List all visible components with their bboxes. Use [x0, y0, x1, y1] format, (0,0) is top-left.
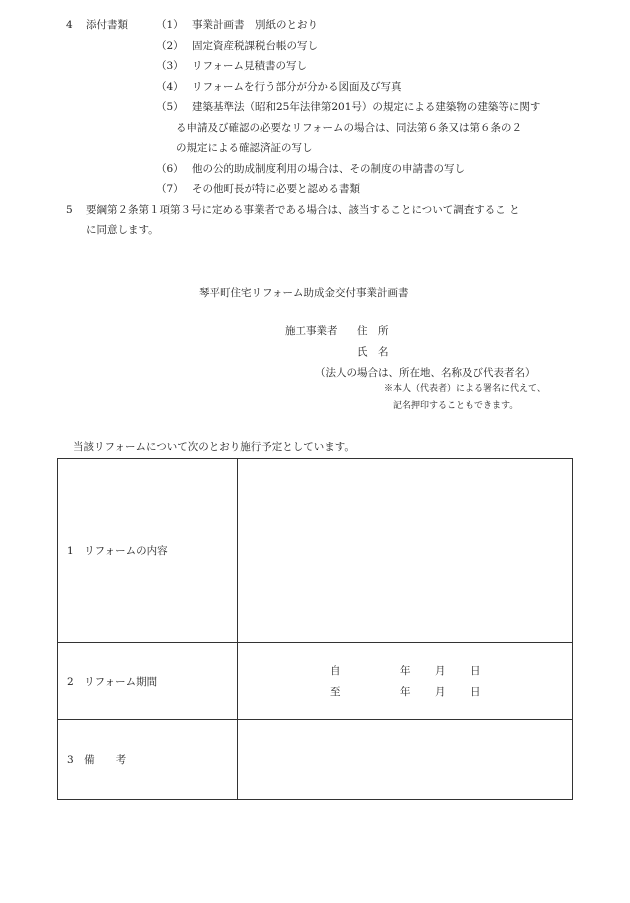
attachment-marker-3: （3） — [156, 60, 184, 72]
address-label: 住 所 — [357, 325, 389, 337]
period-from-label: 自 — [330, 665, 341, 677]
period-to-year: 年 — [400, 686, 411, 698]
attachment-item-6: 他の公的助成制度利用の場合は、その制度の申請書の写し — [192, 163, 465, 175]
row-remarks-value-cell[interactable] — [238, 720, 573, 800]
attachment-marker-7: （7） — [156, 183, 184, 195]
row-remarks-label: 3 備 考 — [67, 754, 127, 766]
period-from-day: 日 — [470, 665, 481, 677]
section-4-heading: 添付書類 — [86, 19, 128, 31]
plan-intro: 当該リフォームについて次のとおり施行予定としています。 — [73, 441, 355, 453]
consent-line-2: に同意します。 — [86, 224, 159, 236]
attachment-marker-4: （4） — [156, 81, 184, 93]
attachment-marker-1: （1） — [156, 19, 184, 31]
attachment-item-5-line-3: の規定による確認済証の写し — [176, 142, 313, 154]
row-period-label-cell — [58, 643, 238, 720]
attachment-marker-2: （2） — [156, 40, 184, 52]
period-to-label: 至 — [330, 686, 341, 698]
row-period-value-cell[interactable] — [238, 643, 573, 720]
contractor-label: 施工事業者 — [285, 325, 338, 337]
period-to-month: 月 — [435, 686, 446, 698]
period-from-year: 年 — [400, 665, 411, 677]
attachment-item-2: 固定資産税課税台帳の写し — [192, 40, 318, 52]
plan-title: 琴平町住宅リフォーム助成金交付事業計画書 — [199, 287, 409, 299]
corporate-note: （法人の場合は、所在地、名称及び代表者名） — [315, 367, 536, 379]
attachment-item-5-line-1: 建築基準法（昭和25年法律第201号）の規定による建築物の建築等に関す — [192, 101, 541, 113]
attachment-item-3: リフォーム見積書の写し — [192, 60, 307, 72]
attachment-item-4: リフォームを行う部分が分かる図面及び写真 — [192, 81, 402, 93]
signature-note-1: ※本人（代表者）による署名に代えて、 — [384, 384, 546, 394]
row-period-label: 2 リフォーム期間 — [67, 675, 158, 688]
plan-table — [57, 458, 573, 800]
period-from-month: 月 — [435, 665, 446, 677]
attachment-item-7: その他町長が特に必要と認める書類 — [192, 183, 360, 195]
section-5-number: 5 — [66, 204, 73, 216]
attachment-item-5-line-2: る申請及び確認の必要なリフォームの場合は、同法第６条又は第６条の２ — [176, 122, 522, 134]
attachment-marker-5: （5） — [156, 101, 184, 113]
attachment-marker-6: （6） — [156, 163, 184, 175]
row-remarks-label-cell — [58, 720, 238, 800]
signature-note-2: 記名押印することもできます。 — [393, 401, 519, 411]
section-4-number: 4 — [66, 19, 73, 31]
row-content-label: 1 リフォームの内容 — [67, 545, 168, 557]
name-label: 氏 名 — [357, 346, 389, 358]
attachment-item-1: 事業計画書 別紙のとおり — [192, 19, 318, 31]
row-content-label-cell — [58, 459, 238, 643]
consent-line-1: 要綱第２条第１項第３号に定める事業者である場合は、該当することについて調査するこ と — [86, 204, 520, 216]
row-content-value-cell[interactable] — [238, 459, 573, 643]
period-to-day: 日 — [470, 686, 481, 698]
